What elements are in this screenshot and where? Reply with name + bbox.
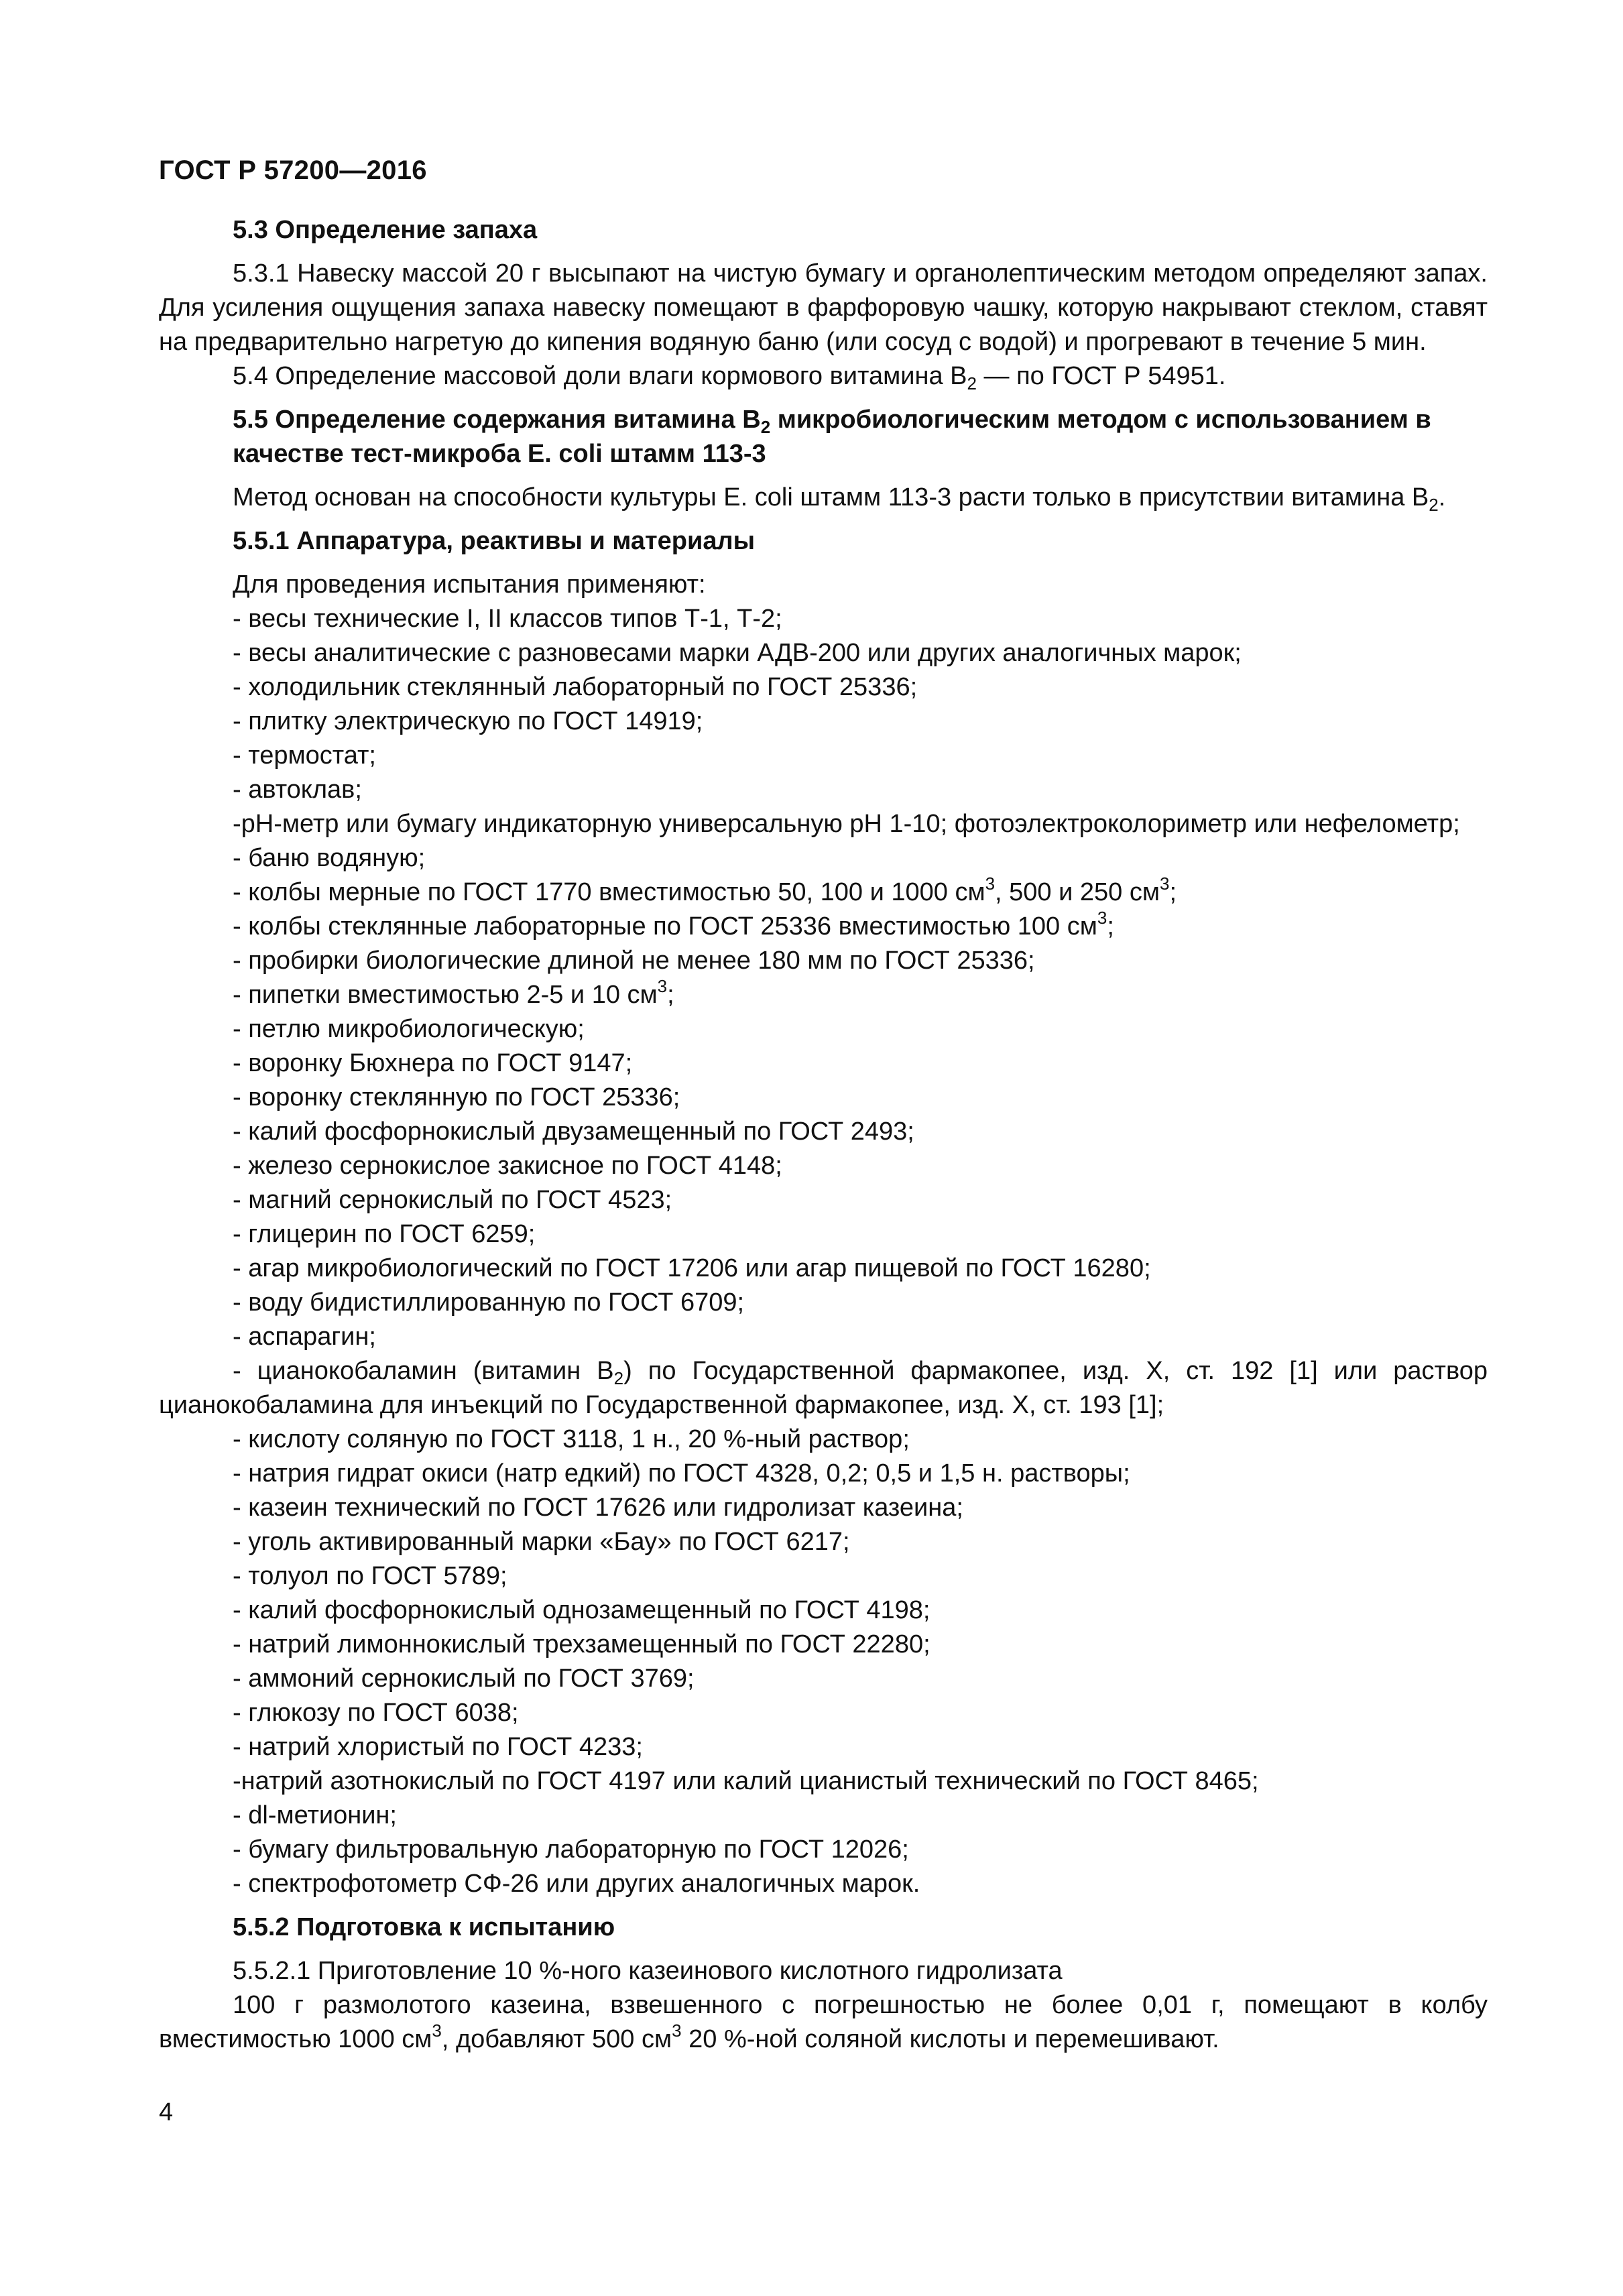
section-5-5-method (159, 481, 1488, 515)
superscript: 3 (657, 976, 668, 996)
list-item: - кислоту соляную по ГОСТ 3118, 1 н., 20 %-ный раствор; (233, 1425, 910, 1453)
hydrolysate-text: 100 г размолотого казеина, взвешенного с погрешностью не более 0,01 г, помещают в колбу вместимостью 1000 см (159, 1991, 1488, 2053)
list-item-pipettes (159, 978, 1488, 1012)
flask2-text: - колбы стеклянные лабораторные по ГОСТ 25336 вместимостью 100 см (233, 912, 1097, 941)
list-item: - натрий лимоннокислый трехзамещенный по ГОСТ 22280; (233, 1630, 930, 1658)
list-item: - спектрофотометр СФ-26 или других аналогичных марок. (233, 1870, 920, 1898)
list-item: - калий фосфорнокислый однозамещенный по ГОСТ 4198; (233, 1596, 930, 1624)
list-item: - весы технические I, II классов типов Т-1, Т-2; (233, 605, 782, 633)
list-item: - весы аналитические с разновесами марки АДВ-200 или других аналогичных марок; (233, 639, 1242, 667)
subscript: 2 (613, 1368, 624, 1388)
list-item: - толуол по ГОСТ 5789; (233, 1562, 507, 1590)
list-item: - автоклав; (233, 776, 362, 804)
s55-method-text: Метод основан на способности культуры E. coli штамм 113-3 расти только в присутствии витамина B (233, 483, 1429, 511)
flask-text-mid: , 500 и 250 см (995, 878, 1160, 906)
section-5-5-2-1-paragraph (159, 1988, 1488, 2057)
section-5-3-1-paragraph: 5.3.1 Навеску массой 20 г высыпают на чистую бумагу и органолептическим методом определяют запах. Для усиления ощущения запаха навеску помещают в фарфоровую чашку, которую накрывают стеклом, ставят на предварительно нагретую до кипения водяную баню (или сосуд с водой) и прогревают в течение 5 мин. (159, 259, 1488, 356)
superscript: 3 (1097, 908, 1107, 928)
hydrolysate-text-end: 20 %-ной соляной кислоты и перемешивают. (681, 2025, 1219, 2053)
cyano-text: - цианокобаламин (витамин B (233, 1357, 614, 1385)
section-5-4-paragraph (159, 359, 1488, 394)
list-item: - баню водяную; (233, 844, 426, 872)
list-item: - казеин технический по ГОСТ 17626 или гидролизат казеина; (233, 1494, 963, 1522)
s55-method-text-end: . (1438, 483, 1446, 511)
subscript: 2 (760, 417, 771, 437)
list-item: - глюкозу по ГОСТ 6038; (233, 1699, 519, 1727)
list-item: - термостат; (233, 741, 376, 770)
hydrolysate-text-mid: , добавляют 500 см (441, 2025, 672, 2053)
superscript: 3 (672, 2020, 682, 2041)
list-item: - уголь активированный марки «Бау» по ГОСТ 6217; (233, 1528, 850, 1556)
s55-title-text: 5.5 Определение содержания витамина B (233, 406, 761, 434)
list-item: - пробирки биологические длиной не менее 180 мм по ГОСТ 25336; (233, 947, 1035, 975)
list-item: - dl-метионин; (233, 1801, 397, 1829)
list-item: - натрия гидрат окиси (натр едкий) по ГОСТ 4328, 0,2; 0,5 и 1,5 н. растворы; (233, 1459, 1130, 1488)
s54-text: 5.4 Определение массовой доли влаги кормового витамина B (233, 362, 967, 390)
superscript: 3 (985, 873, 996, 894)
page-number: 4 (159, 2098, 174, 2126)
list-item: - аспарагин; (233, 1323, 376, 1351)
section-5-5-1-title: 5.5.1 Аппаратура, реактивы и материалы (233, 527, 756, 555)
pipettes-text: - пипетки вместимостью 2-5 и 10 см (233, 981, 658, 1009)
flask-text: - колбы мерные по ГОСТ 1770 вместимостью 50, 100 и 1000 см (233, 878, 985, 906)
list-item: - глицерин по ГОСТ 6259; (233, 1220, 536, 1248)
list-item: - калий фосфорнокислый двузамещенный по ГОСТ 2493; (233, 1117, 914, 1146)
list-item-glass-flasks (159, 910, 1488, 944)
section-5-5-2-1-title: 5.5.2.1 Приготовление 10 %-ного казеинового кислотного гидролизата (233, 1957, 1063, 1985)
list-item-ph-meter: -pH-метр или бумагу индикаторную универсальную pH 1-10; фотоэлектроколориметр или нефелометр; (233, 810, 1460, 838)
list-item: - аммоний сернокислый по ГОСТ 3769; (233, 1665, 695, 1693)
list-item: - воронку стеклянную по ГОСТ 25336; (233, 1083, 680, 1111)
list-item: - воду бидистиллированную по ГОСТ 6709; (233, 1288, 745, 1317)
list-item: - холодильник стеклянный лабораторный по ГОСТ 25336; (233, 673, 918, 701)
list-item: - петлю микробиологическую; (233, 1015, 585, 1043)
list-item-cyanocobalamin (159, 1354, 1488, 1423)
subscript: 2 (967, 373, 977, 394)
subscript: 2 (1429, 495, 1439, 515)
list-intro: Для проведения испытания применяют: (233, 570, 706, 599)
list-item: - плитку электрическую по ГОСТ 14919; (233, 707, 703, 735)
list-item: - натрий хлористый по ГОСТ 4233; (233, 1733, 643, 1761)
section-5-3-title: 5.3 Определение запаха (233, 216, 538, 244)
pipettes-text-end: ; (667, 981, 674, 1009)
superscript: 3 (1160, 873, 1170, 894)
list-item: - магний сернокислый по ГОСТ 4523; (233, 1186, 672, 1214)
cyano-text-end: ) по Государственной фармакопее, изд. X, ст. 192 [1] или раствор цианокобаламина для инъекций по Государственной фармакопее, изд. X, ст. 193 [1]; (159, 1357, 1488, 1419)
list-item: -натрий азотнокислый по ГОСТ 4197 или калий цианистый технический по ГОСТ 8465; (233, 1767, 1259, 1795)
flask-text-end: ; (1169, 878, 1177, 906)
list-item: - агар микробиологический по ГОСТ 17206 или агар пищевой по ГОСТ 16280; (233, 1254, 1151, 1282)
s54-text-end: — по ГОСТ Р 54951. (976, 362, 1226, 390)
list-item: - бумагу фильтровальную лабораторную по ГОСТ 12026; (233, 1835, 909, 1864)
s55-title-text-end: микробиологическим методом с использованием в качестве тест-микроба E. coli штамм 113-3 (233, 406, 1431, 468)
superscript: 3 (432, 2020, 442, 2041)
list-item: - железо сернокислое закисное по ГОСТ 4148; (233, 1152, 782, 1180)
flask2-text-end: ; (1107, 912, 1114, 941)
document-code: ГОСТ Р 57200—2016 (159, 156, 427, 185)
list-item: - воронку Бюхнера по ГОСТ 9147; (233, 1049, 633, 1077)
section-5-5-title (159, 403, 1488, 471)
section-5-5-2-title: 5.5.2 Подготовка к испытанию (233, 1913, 615, 1941)
list-item-flasks (159, 875, 1488, 910)
document-body (159, 213, 1488, 2057)
